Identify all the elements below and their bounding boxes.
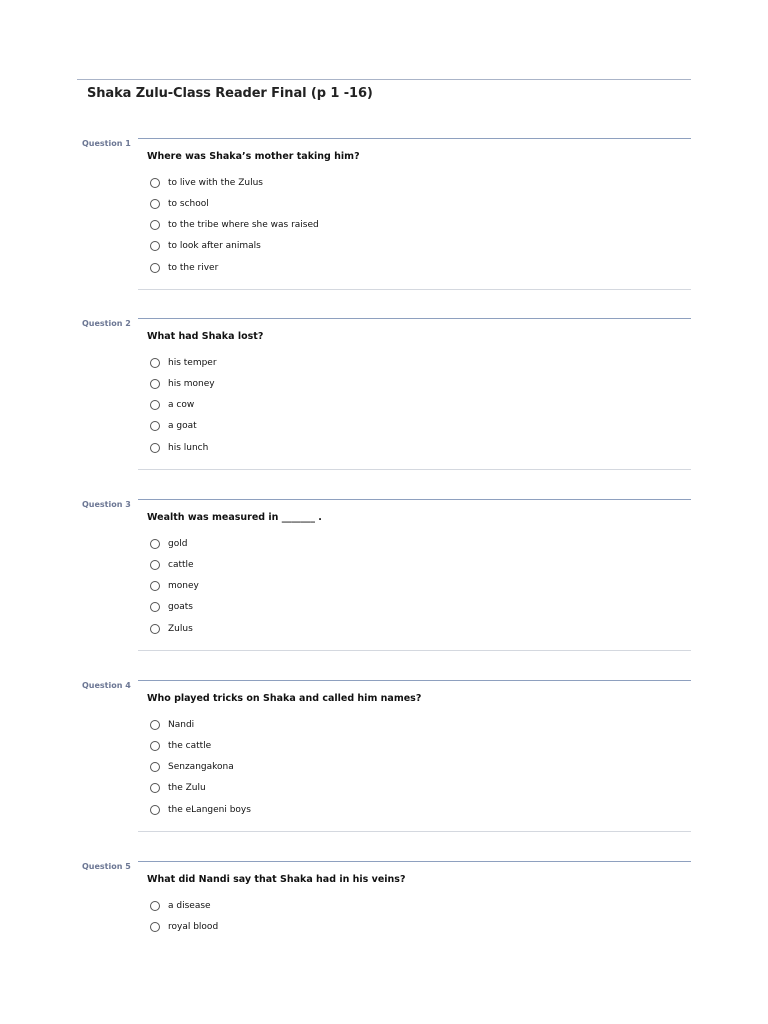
answer-option[interactable] [150, 356, 217, 370]
answer-option[interactable] [150, 579, 199, 593]
question-bottom-divider [138, 469, 691, 470]
answer-option-label: a cow [168, 400, 195, 410]
answer-option-label: to school [168, 199, 209, 209]
quiz-title: Shaka Zulu-Class Reader Final (p 1 -16) [87, 86, 373, 101]
answer-option-label: gold [168, 539, 188, 549]
answer-option-label: his temper [168, 358, 217, 368]
radio-button-icon[interactable] [150, 400, 160, 410]
question-number-label: Question 5 [82, 862, 131, 871]
question-text: Where was Shaka’s mother taking him? [147, 151, 360, 162]
question-text: What had Shaka lost? [147, 331, 264, 342]
answer-option-label: a goat [168, 421, 197, 431]
answer-option-label: the cattle [168, 741, 212, 751]
answer-option-label: Nandi [168, 720, 195, 730]
answer-option-label: goats [168, 602, 193, 612]
radio-button-icon[interactable] [150, 581, 160, 591]
answer-option-label: to the river [168, 263, 219, 273]
question-text: Wealth was measured in _______ . [147, 512, 322, 523]
answer-option[interactable] [150, 558, 194, 572]
answer-option-label: a disease [168, 901, 211, 911]
radio-button-icon[interactable] [150, 602, 160, 612]
question-number-label: Question 1 [82, 139, 131, 148]
radio-button-icon[interactable] [150, 358, 160, 368]
radio-button-icon[interactable] [150, 922, 160, 932]
answer-option[interactable] [150, 197, 209, 211]
radio-button-icon[interactable] [150, 741, 160, 751]
radio-button-icon[interactable] [150, 379, 160, 389]
radio-button-icon[interactable] [150, 762, 160, 772]
answer-option[interactable] [150, 760, 234, 774]
answer-option-label: Senzangakona [168, 762, 234, 772]
answer-option[interactable] [150, 781, 206, 795]
radio-button-icon[interactable] [150, 624, 160, 634]
radio-button-icon[interactable] [150, 263, 160, 273]
answer-option[interactable] [150, 261, 218, 275]
answer-option[interactable] [150, 419, 197, 433]
radio-button-icon[interactable] [150, 783, 160, 793]
answer-option[interactable] [150, 920, 218, 934]
answer-option[interactable] [150, 537, 187, 551]
radio-button-icon[interactable] [150, 241, 160, 251]
question-top-divider [138, 138, 691, 139]
question-top-divider [138, 861, 691, 862]
question-top-divider [138, 499, 691, 500]
answer-option[interactable] [150, 398, 194, 412]
answer-option-label: to the tribe where she was raised [168, 220, 319, 230]
answer-option-label: his lunch [168, 443, 209, 453]
answer-option[interactable] [150, 803, 251, 817]
top-rule [77, 79, 691, 80]
answer-option[interactable] [150, 441, 208, 455]
question-top-divider [138, 680, 691, 681]
answer-option[interactable] [150, 739, 211, 753]
answer-option-label: Zulus [168, 624, 193, 634]
answer-option[interactable] [150, 622, 193, 636]
radio-button-icon[interactable] [150, 560, 160, 570]
answer-option-label: the Zulu [168, 783, 206, 793]
question-number-label: Question 2 [82, 319, 131, 328]
radio-button-icon[interactable] [150, 805, 160, 815]
answer-option-label: the eLangeni boys [168, 805, 251, 815]
answer-option[interactable] [150, 600, 193, 614]
answer-option-label: his money [168, 379, 215, 389]
radio-button-icon[interactable] [150, 720, 160, 730]
answer-option[interactable] [150, 718, 194, 732]
answer-option-label: money [168, 581, 199, 591]
radio-button-icon[interactable] [150, 443, 160, 453]
radio-button-icon[interactable] [150, 220, 160, 230]
answer-option-label: cattle [168, 560, 194, 570]
answer-option-label: to look after animals [168, 241, 261, 251]
radio-button-icon[interactable] [150, 178, 160, 188]
answer-option[interactable] [150, 899, 211, 913]
question-bottom-divider [138, 289, 691, 290]
answer-option[interactable] [150, 239, 261, 253]
answer-option[interactable] [150, 176, 263, 190]
question-bottom-divider [138, 831, 691, 832]
answer-option[interactable] [150, 377, 215, 391]
question-text: What did Nandi say that Shaka had in his veins? [147, 874, 406, 885]
answer-option[interactable] [150, 218, 319, 232]
question-bottom-divider [138, 650, 691, 651]
question-top-divider [138, 318, 691, 319]
radio-button-icon[interactable] [150, 539, 160, 549]
question-number-label: Question 4 [82, 681, 131, 690]
question-number-label: Question 3 [82, 500, 131, 509]
radio-button-icon[interactable] [150, 421, 160, 431]
answer-option-label: to live with the Zulus [168, 178, 263, 188]
answer-option-label: royal blood [168, 922, 219, 932]
radio-button-icon[interactable] [150, 199, 160, 209]
question-text: Who played tricks on Shaka and called him names? [147, 693, 422, 704]
radio-button-icon[interactable] [150, 901, 160, 911]
